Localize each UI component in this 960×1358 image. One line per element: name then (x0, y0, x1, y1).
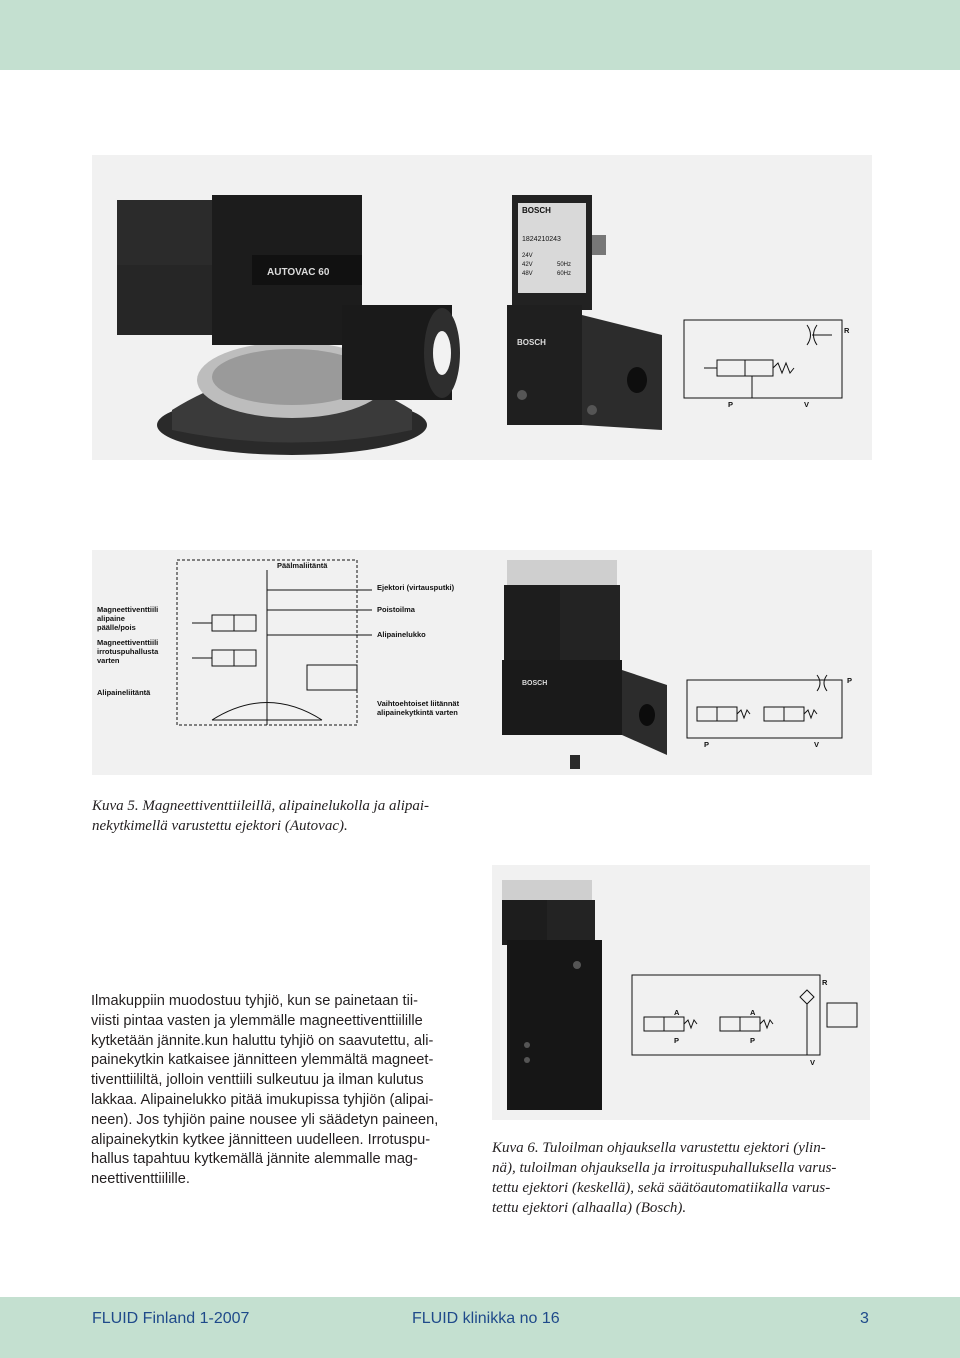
figure6-panel (492, 865, 870, 1120)
body-line-9: hallus tapahtuu kytkemällä jännite alemmalle mag- (91, 1151, 418, 1168)
schematic1-port-r: R (844, 326, 850, 335)
figure6-caption-line-1: Kuva 6. Tuloilman ohjauksella varustettu ejektori (ylin- (492, 1140, 826, 1156)
figure5-diagram-panel (92, 550, 872, 775)
footer-band (0, 1297, 960, 1358)
figure5-caption-line-1: Kuva 5. Magneettiventtiileillä, alipainelukolla ja alipai- (92, 798, 430, 814)
body-line-6: lakkaa. Alipainelukko pitää imukupissa tyhjiön (alipai- (91, 1091, 434, 1108)
schematic1-port-v: V (804, 400, 810, 409)
figure6-caption-line-2: nä), tuloilman ohjauksella ja irroituspuhalluksella varus- (492, 1160, 837, 1176)
figure6-caption-line-3: tettu ejektori (keskellä), sekä säätöautomatiikalla varus- (492, 1180, 831, 1196)
bosch-double-valve-image (502, 560, 667, 769)
figure5-caption (92, 796, 492, 836)
label-main-connection: Päälmaliitäntä (277, 561, 328, 570)
footer-section-title: FLUID klinikka no 16 (412, 1310, 560, 1327)
schematic3-port-r: R (822, 978, 828, 987)
coil-part-number: 1824210243 (522, 236, 561, 243)
schematic3-port-p1: P (674, 1036, 680, 1045)
schematic2-port-p: P (847, 676, 853, 685)
label-alt-connections-1: Vaihtoehtoiset liitännät (377, 699, 460, 708)
label-alt-connections-2: alipainekytkintä varten (377, 708, 458, 717)
top-color-band (0, 0, 960, 70)
figure5-caption-line-2: nekytkimellä varustettu ejektori (Autovac). (92, 818, 348, 834)
label-valve-release-1: Magneettiventtiili (97, 638, 159, 647)
bosch-brand-label-1: BOSCH (522, 206, 551, 215)
autovac-product-label: AUTOVAC 60 (267, 267, 330, 278)
body-line-10: neettiventtiilille. (91, 1171, 190, 1188)
label-valve-onoff-2: alipaine (97, 614, 125, 623)
schematic3-port-a1: A (674, 1008, 680, 1017)
label-vacuum-connection: Alipaineliitäntä (97, 688, 151, 697)
pneumatic-schematic-1 (684, 320, 842, 398)
body-line-4: painekytkin katkaisee jännitteen ylemmältä magneet- (91, 1052, 434, 1069)
autovac-ejector-image (117, 195, 460, 455)
figure6-caption-line-4: tettu ejektori (alhaalla) (Bosch). (492, 1200, 687, 1216)
pneumatic-schematic-3 (632, 975, 857, 1055)
schematic2-port-p2: P (704, 740, 710, 749)
label-valve-onoff-1: Magneettiventtiili (97, 605, 159, 614)
body-line-2: viisti pintaa vasten ja ylemmälle magneettiventtiilille (91, 1012, 423, 1029)
coil-voltage-42: 42V (522, 262, 533, 268)
label-vacuum-switch: Alipainelukko (377, 630, 426, 639)
pneumatic-schematic-2 (687, 675, 842, 738)
footer-publication: FLUID Finland 1-2007 (92, 1310, 250, 1327)
page-number: 3 (860, 1310, 869, 1327)
label-valve-release-3: varten (97, 656, 120, 665)
coil-voltage-24: 24V (522, 253, 533, 259)
label-exhaust: Poistoilma (377, 605, 415, 614)
bosch-brand-label-2: BOSCH (517, 338, 546, 347)
coil-freq-50: 50Hz (557, 262, 572, 268)
body-line-7: neen). Jos tyhjiön paine nousee yli säädetyn paineen, (91, 1111, 439, 1128)
bosch-valve-image-1 (507, 195, 662, 430)
label-valve-release-2: irrotuspuhallusta (97, 647, 159, 656)
coil-voltage-48: 48V (522, 271, 533, 277)
bosch-ejector-image (502, 880, 602, 1110)
body-line-3: kytketään jännite.kun haluttu tyhjiö on saavutettu, ali- (91, 1032, 434, 1049)
coil-freq-60: 60Hz (557, 271, 572, 277)
schematic3-port-a2: A (750, 1008, 756, 1017)
schematic3-port-v: V (810, 1058, 816, 1067)
body-line-5: tiventtiililtä, jolloin venttiili sulkeutuu ja ilman kulutus (91, 1072, 424, 1089)
figure5-photo-panel (92, 155, 872, 460)
autovac-circuit-diagram (177, 560, 372, 725)
body-line-8: alipainekytkin kytkee jännitteen uudelleen. Irrotuspu- (91, 1131, 431, 1148)
bosch-double-brand-label: BOSCH (522, 680, 548, 687)
schematic2-port-v: V (814, 740, 820, 749)
schematic1-port-p: P (728, 400, 734, 409)
label-ejector: Ejektori (virtausputki) (377, 583, 455, 592)
body-text (91, 992, 471, 1190)
body-line-1: Ilmakuppiin muodostuu tyhjiö, kun se painetaan tii- (91, 993, 418, 1009)
figure6-caption (492, 1138, 877, 1218)
label-valve-onoff-3: päälle/pois (97, 623, 136, 632)
schematic3-port-p2: P (750, 1036, 756, 1045)
